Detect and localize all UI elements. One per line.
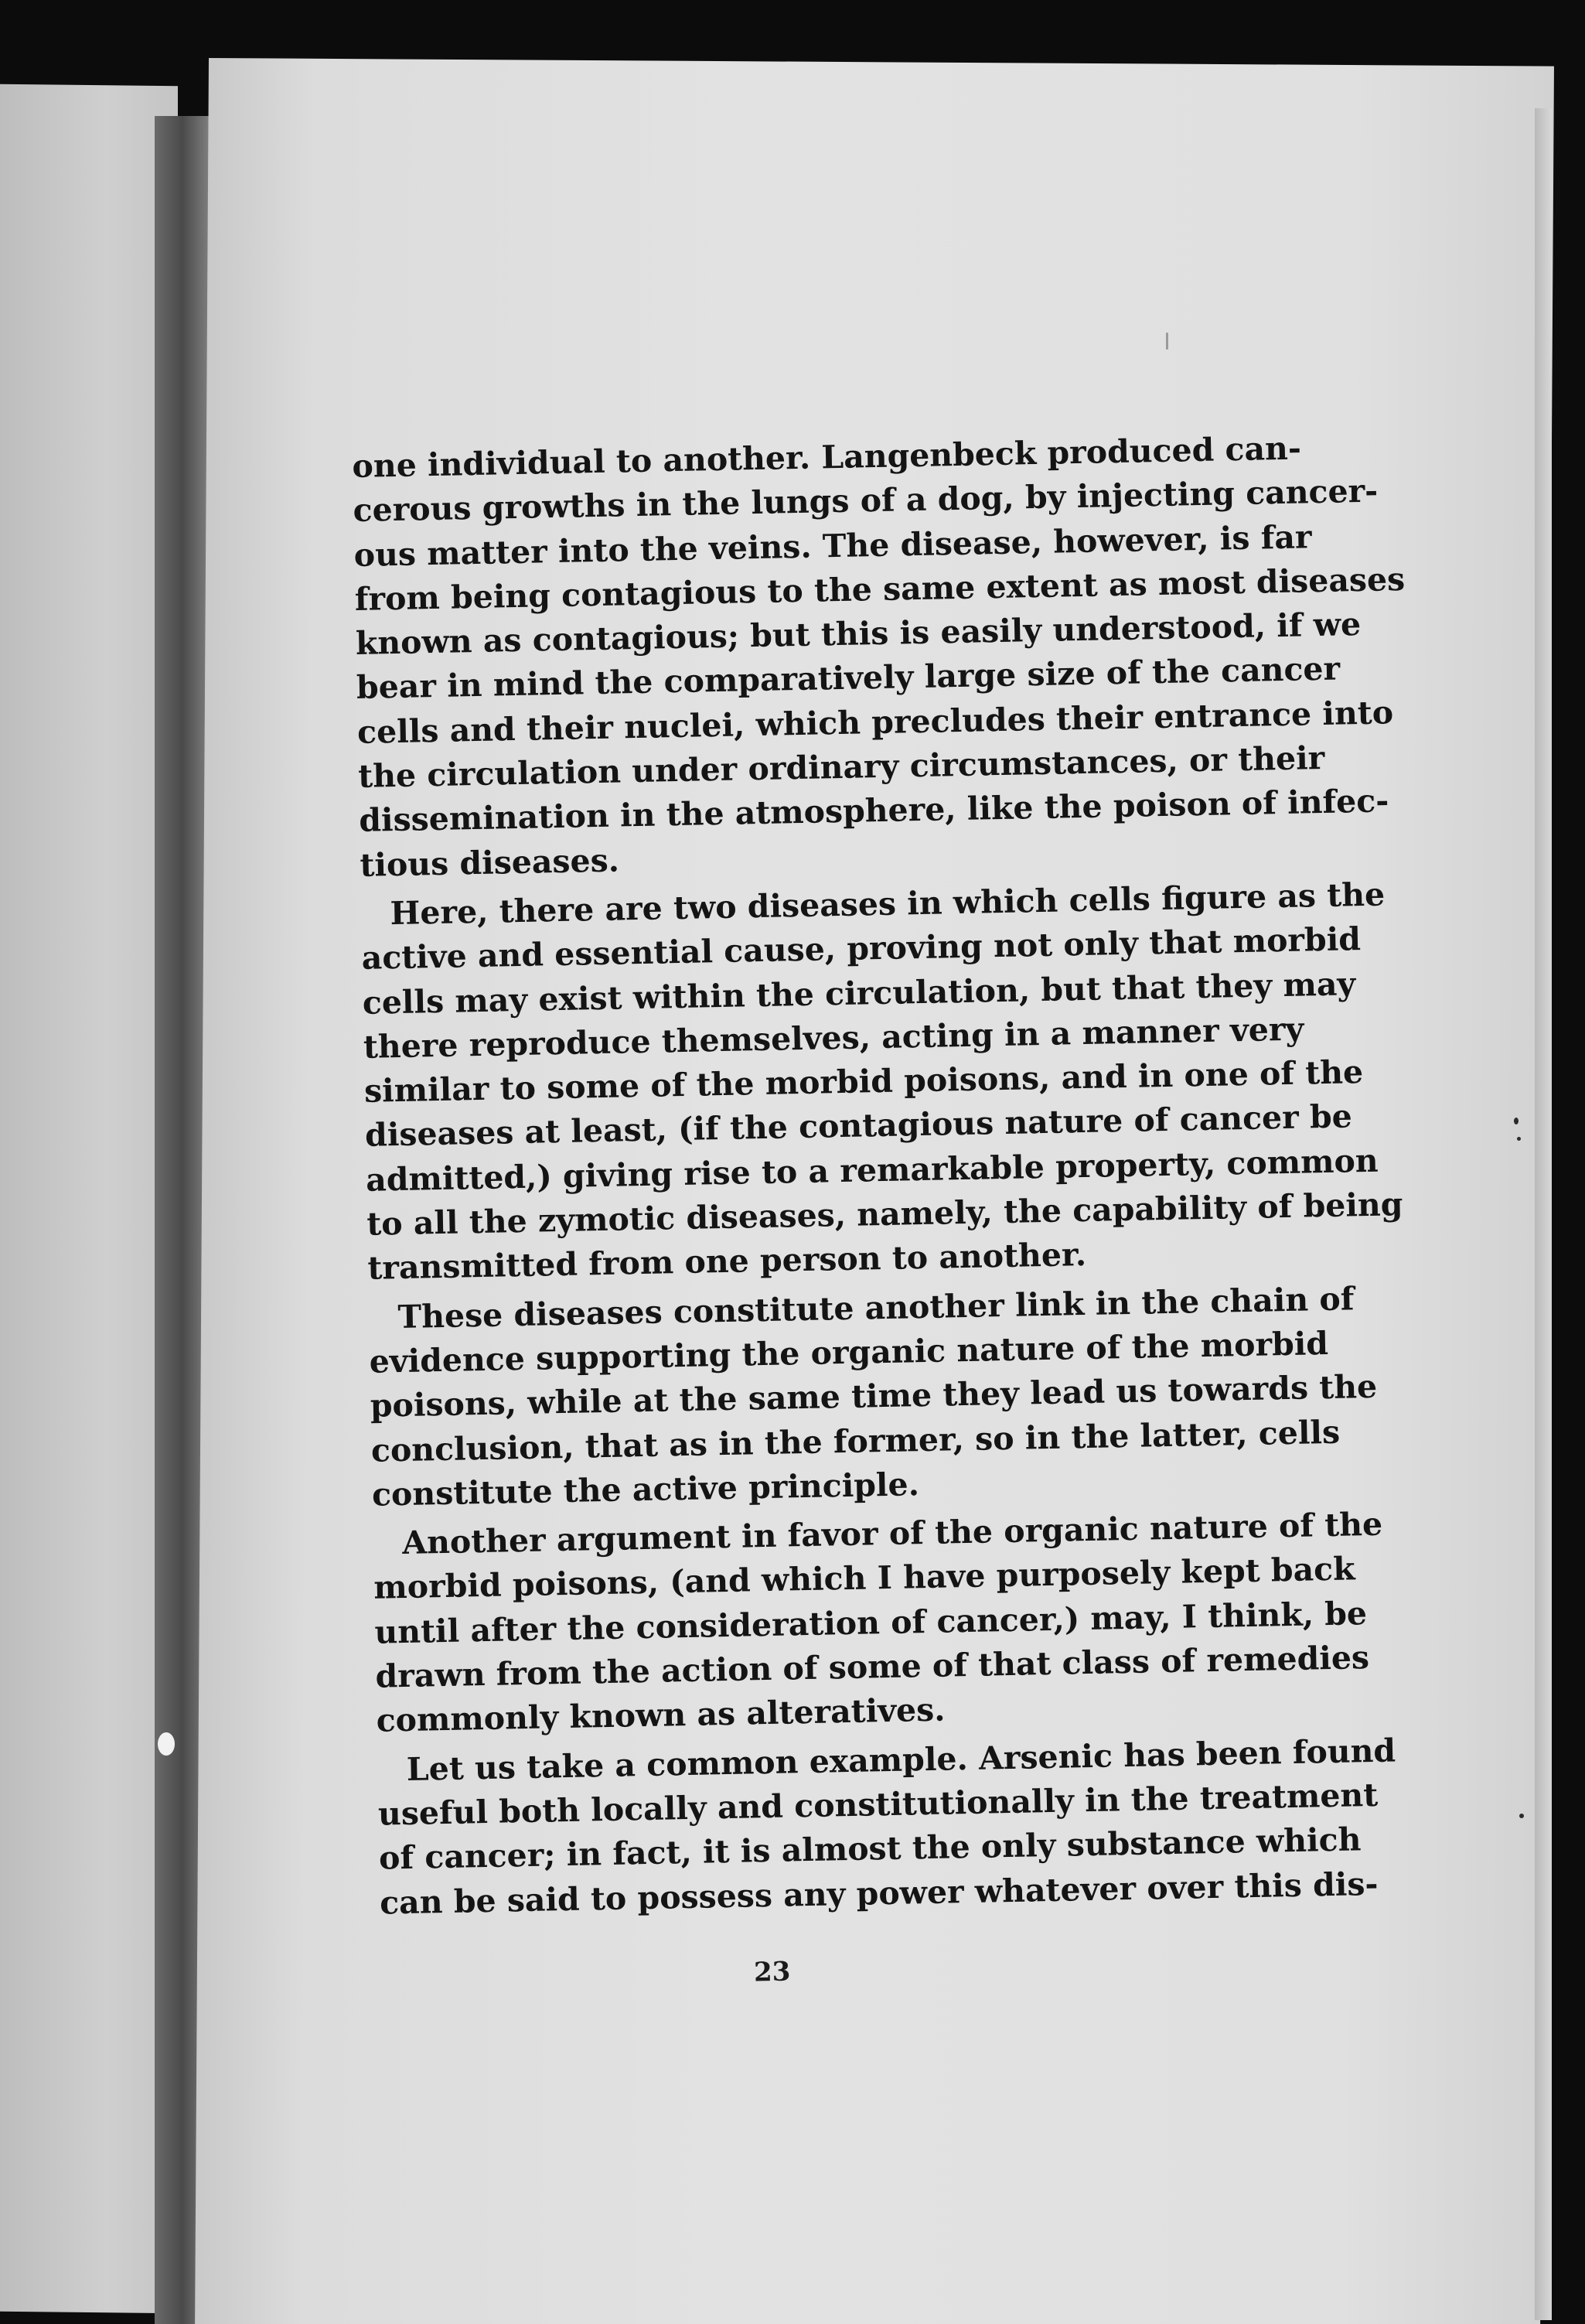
text-line: Let us take a common example. Arsenic has been found	[406, 1732, 1396, 1788]
paragraph	[360, 875, 1403, 1291]
paragraph	[368, 1278, 1378, 1517]
page-number: 23	[753, 1956, 791, 1988]
text-line: of cancer; in fact, it is almost the only substance which	[378, 1821, 1362, 1877]
scan-speck	[1166, 333, 1168, 350]
text-line: constitute the active principle.	[371, 1465, 920, 1514]
text-line: bear in mind the comparatively large size of the cancer	[356, 650, 1341, 707]
text-line: similar to some of the morbid poisons, and in one of the	[363, 1053, 1364, 1110]
text-line: morbid poisons, (and which I have purposely kept back	[373, 1550, 1355, 1607]
text-line: known as contagious; but this is easily understood, if we	[355, 606, 1362, 663]
text-line: dissemination in the atmosphere, like the poison of infec-	[358, 782, 1389, 840]
text-line: active and essential cause, proving not only that morbid	[361, 920, 1362, 978]
text-line: from being contagious to the same extent as most diseases	[354, 560, 1406, 618]
text-line: transmitted from one person to another.	[366, 1236, 1087, 1288]
scan-speck	[158, 1732, 175, 1756]
paragraph	[352, 427, 1406, 888]
scan-speck	[1517, 1137, 1521, 1141]
text-line: admitted,) giving rise to a remarkable property, common	[365, 1142, 1379, 1199]
text-line: cerous growths in the lungs of a dog, by injecting cancer-	[353, 472, 1379, 530]
text-line: commonly known as alteratives.	[376, 1691, 946, 1740]
text-line: evidence supporting the organic nature of the morbid	[369, 1324, 1329, 1380]
text-line: Here, there are two diseases in which cells figure as the	[390, 875, 1386, 933]
text-line: cells and their nuclei, which precludes their entrance into	[356, 693, 1394, 751]
text-line: cells may exist within the circulation, but that they may	[362, 964, 1356, 1022]
scan-speck	[1519, 1814, 1524, 1818]
text-line: there reproduce themselves, acting in a manner very	[363, 1010, 1304, 1066]
text-line: Another argument in favor of the organic nature of the	[401, 1505, 1383, 1562]
text-line: one individual to another. Langenbeck produced can-	[352, 429, 1302, 485]
text-line: conclusion, that as in the former, so in the latter, cells	[370, 1413, 1341, 1469]
adjacent-page-edge	[0, 84, 178, 2313]
text-line: tious diseases.	[359, 841, 620, 884]
text-line: These diseases constitute another link in the chain of	[397, 1279, 1355, 1336]
text-line: diseases at least, (if the contagious nature of cancer be	[364, 1097, 1353, 1155]
text-line: the circulation under ordinary circumstances, or their	[357, 739, 1325, 795]
text-line: to all the zymotic diseases, namely, the capability of being	[366, 1186, 1403, 1243]
text-line: drawn from the action of some of that class of remedies	[375, 1639, 1370, 1695]
text-line: can be said to possess any power whatever over this dis-	[379, 1865, 1379, 1922]
text-line: poisons, while at the same time they lead us towards the	[370, 1368, 1378, 1425]
text-line: useful both locally and constitutionally in the treatment	[377, 1776, 1379, 1833]
paragraph	[377, 1731, 1396, 1926]
scan-speck	[1514, 1118, 1519, 1124]
paragraph	[373, 1504, 1383, 1743]
page-right-edge	[1535, 108, 1552, 2320]
text-line: until after the consideration of cancer,) may, I think, be	[374, 1594, 1368, 1651]
text-line: ous matter into the veins. The disease, however, is far	[353, 517, 1312, 574]
body-text	[352, 427, 1406, 1925]
